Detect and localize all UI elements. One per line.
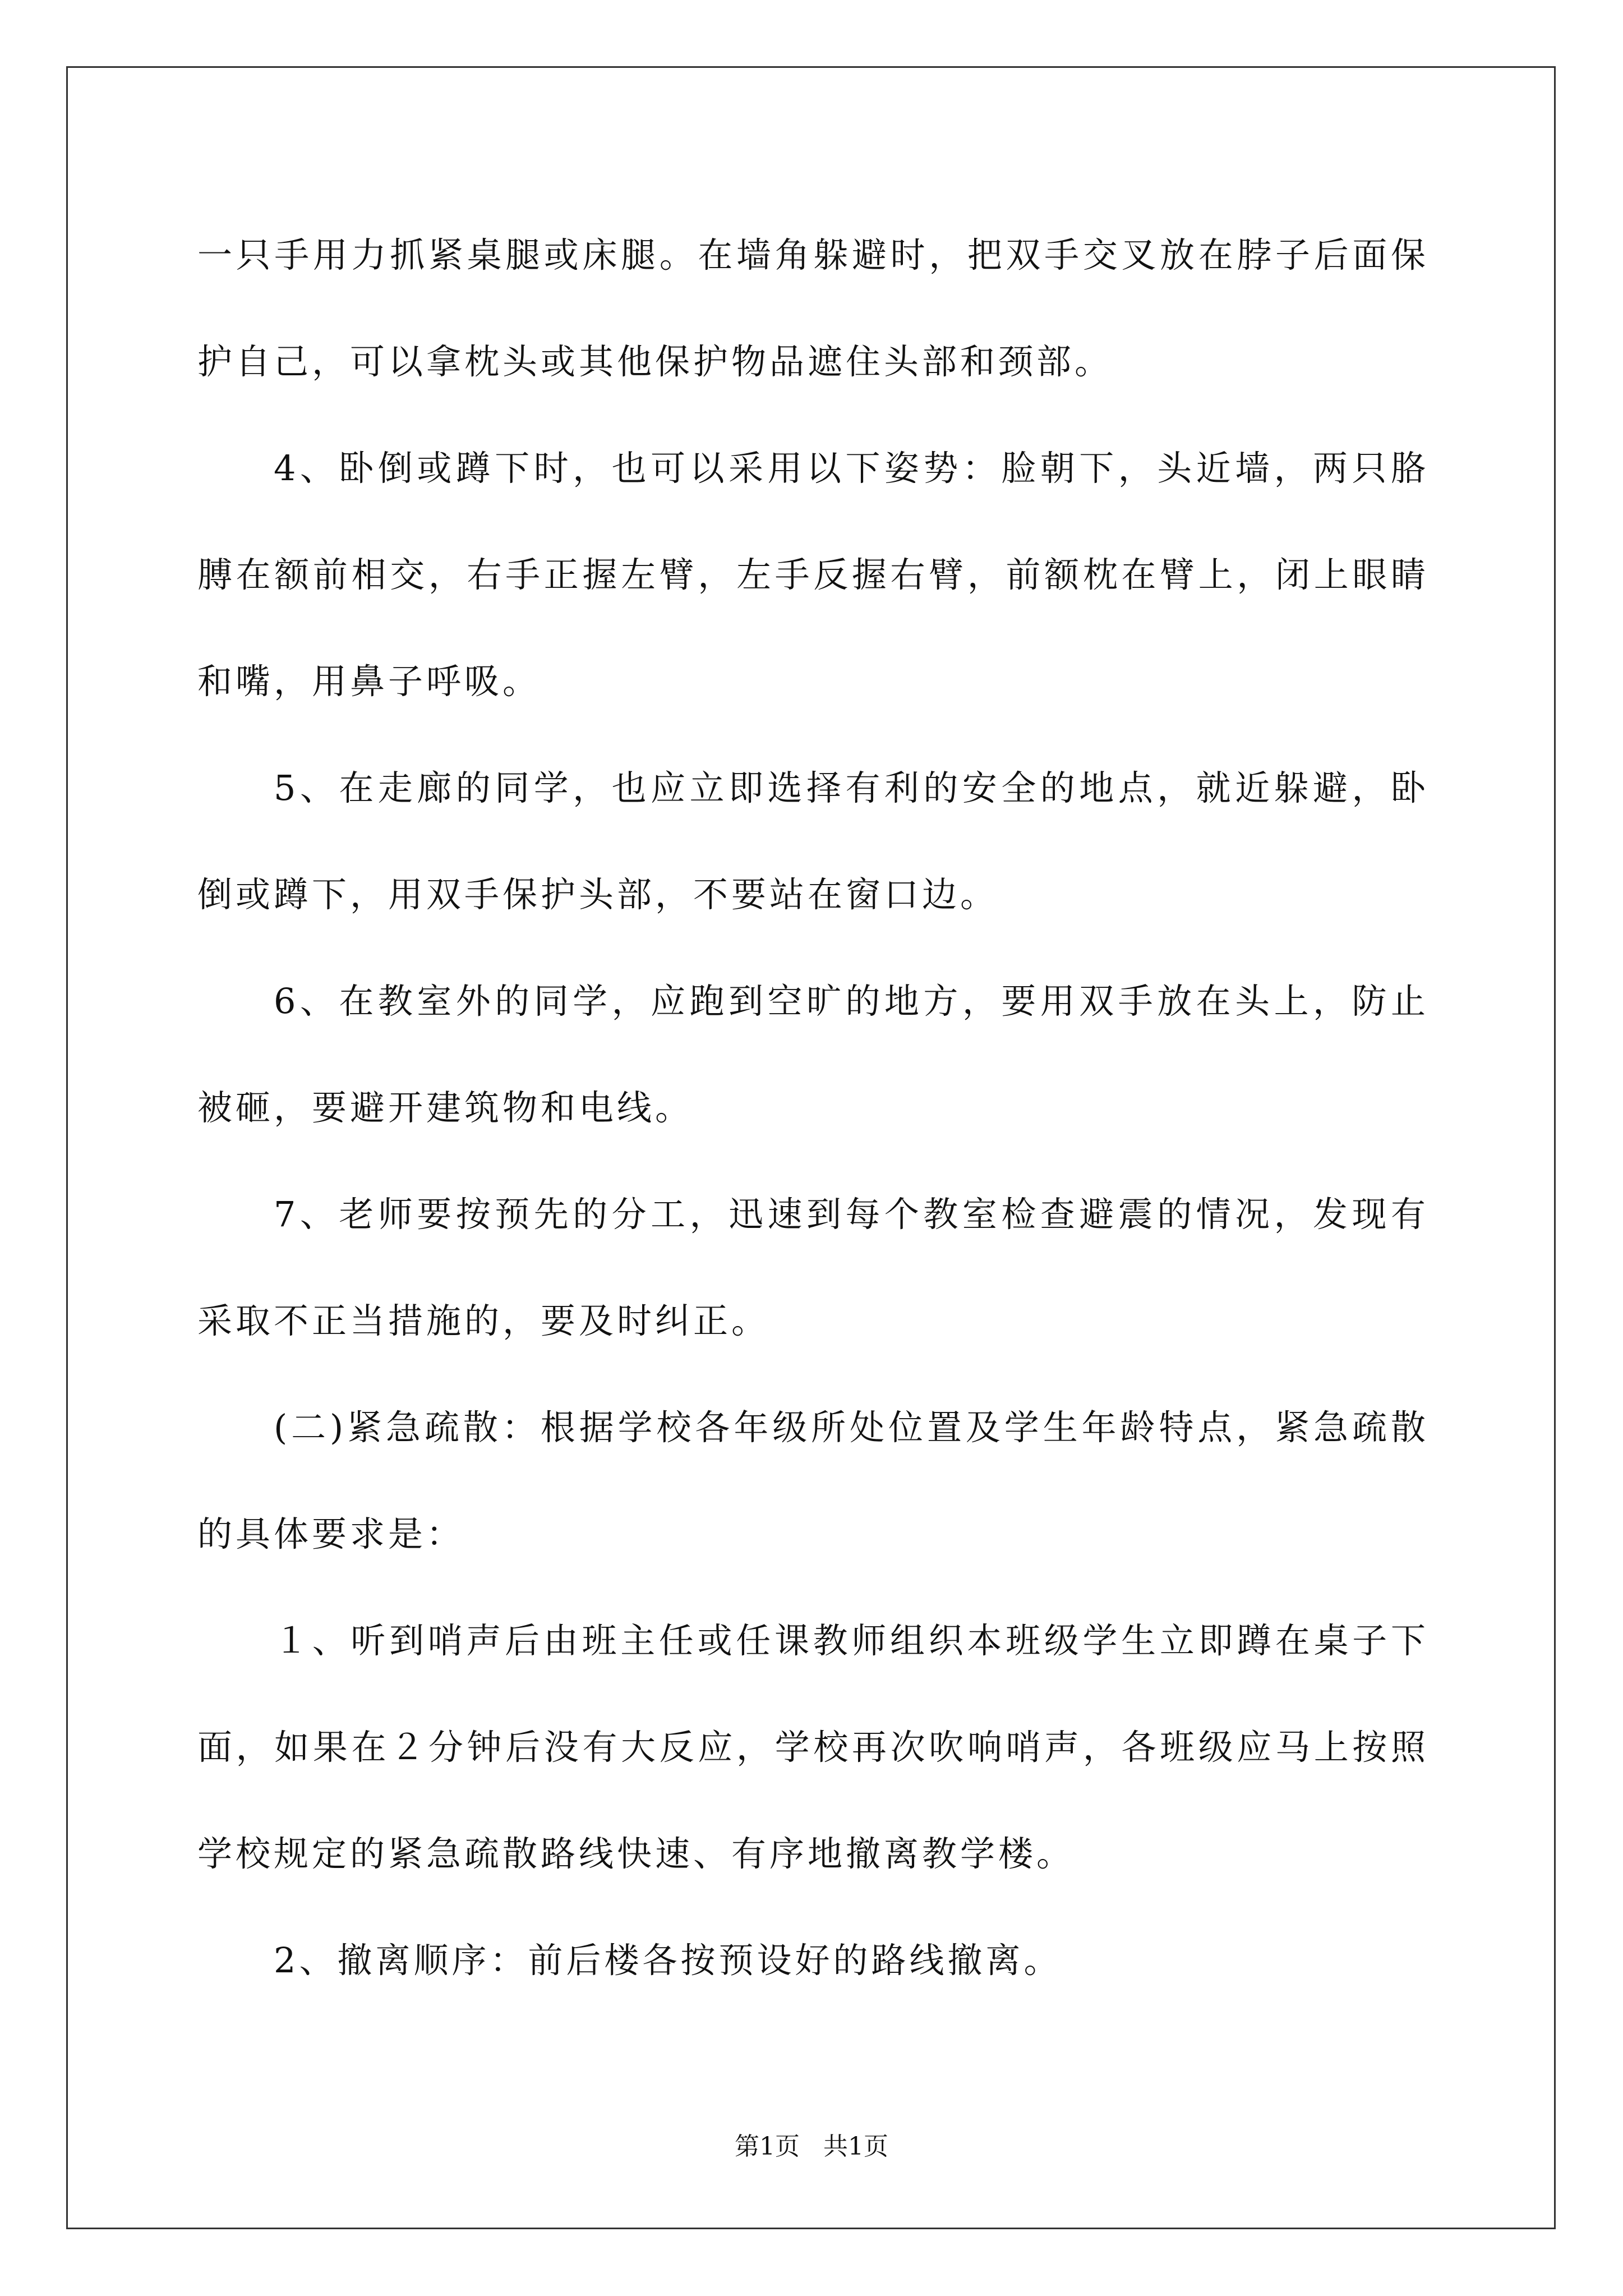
paragraph-5: 7、老师要按预先的分工，迅速到每个教室检查避震的情况，发现有采取不正当措施的，要及时纠正。 (197, 1194, 1429, 1341)
document-body (197, 202, 1429, 2014)
page-footer (0, 2126, 1623, 2162)
total-pages-label: 共1页 (823, 2132, 888, 2161)
current-page-label: 第1页 (735, 2132, 800, 2161)
paragraph-6: (二)紧急疏散：根据学校各年级所处位置及学生年龄特点，紧急疏散的具体要求是： (197, 1407, 1429, 1554)
paragraph-1: 一只手用力抓紧桌腿或床腿。在墙角躲避时，把双手交叉放在脖子后面保护自己，可以拿枕头或其他保护物品遮住头部和颈部。 (197, 234, 1429, 382)
paragraph-3: 5、在走廊的同学，也应立即选择有利的安全的地点，就近躲避，卧倒或蹲下，用双手保护头部，不要站在窗口边。 (197, 767, 1429, 915)
paragraph-7: １、听到哨声后由班主任或任课教师组织本班级学生立即蹲在桌子下面，如果在２分钟后没有大反应，学校再次吹响哨声，各班级应马上按照学校规定的紧急疏散路线快速、有序地撤离教学楼。 (197, 1620, 1429, 1874)
paragraph-2: 4、卧倒或蹲下时，也可以采用以下姿势：脸朝下，头近墙，两只胳膊在额前相交，右手正握左臂，左手反握右臂，前额枕在臂上，闭上眼睛和嘴，用鼻子呼吸。 (197, 448, 1429, 702)
paragraph-4: 6、在教室外的同学，应跑到空旷的地方，要用双手放在头上，防止被砸，要避开建筑物和电线。 (197, 981, 1429, 1128)
paragraph-8: 2、撤离顺序：前后楼各按预设好的路线撤离。 (274, 1940, 1062, 1981)
